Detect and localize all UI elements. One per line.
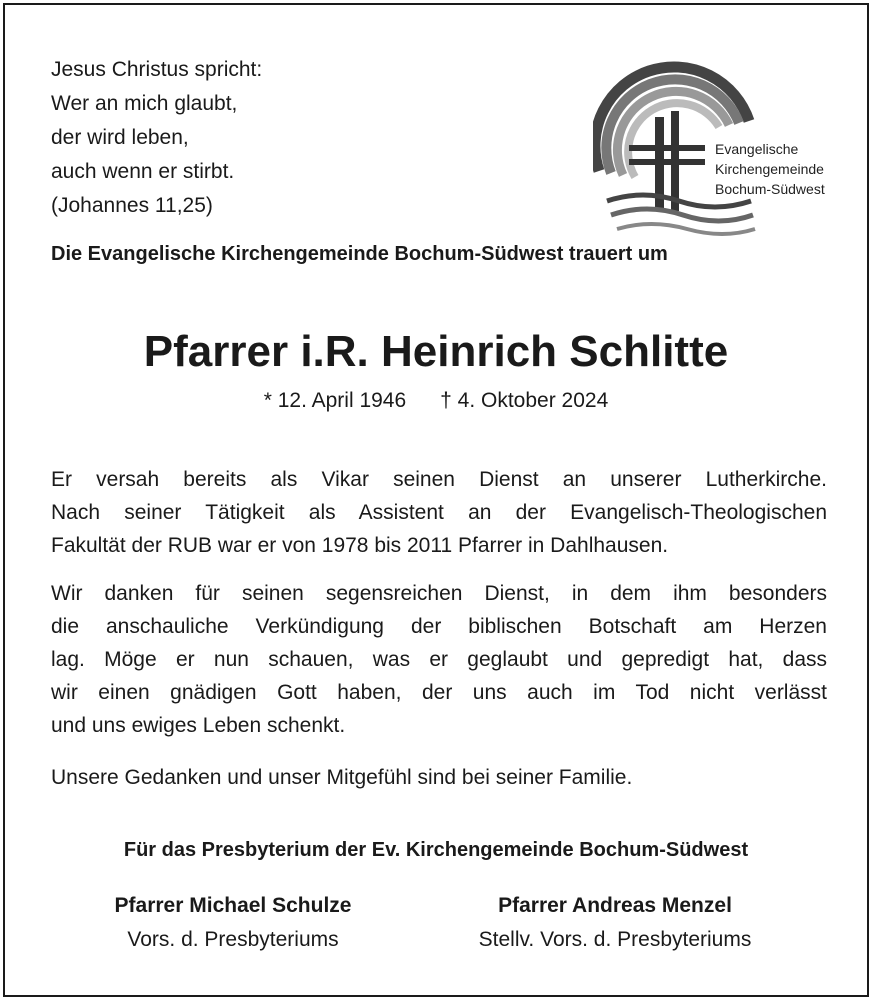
- text-line: die anschauliche Verkündigung der biblischen Botschaft am Herzen: [51, 615, 827, 638]
- signatory-chair: [43, 889, 423, 957]
- birth-date: * 12. April 1946: [263, 389, 407, 412]
- signatory-role: Vors. d. Presbyteriums: [127, 928, 339, 951]
- text-line: Er versah bereits als Vikar seinen Dienst an unserer Lutherkirche.: [51, 468, 827, 491]
- signatory-role: Stellv. Vors. d. Presbyteriums: [478, 928, 752, 951]
- verse-line: auch wenn er stirbt.: [51, 160, 235, 183]
- obituary-notice: [3, 3, 869, 997]
- death-date: † 4. Oktober 2024: [440, 389, 609, 412]
- logo-line: Bochum-Südwest: [715, 181, 825, 197]
- logo-line: Evangelische: [715, 141, 799, 157]
- verse-reference: (Johannes 11,25): [51, 194, 213, 217]
- signatory-vice-chair: [425, 889, 805, 957]
- mourning-intro: Die Evangelische Kirchengemeinde Bochum-Südwest trauert um: [51, 243, 668, 265]
- verse-line: Jesus Christus spricht:: [51, 58, 263, 81]
- paragraph-career: [51, 463, 827, 562]
- deceased-name: Pfarrer i.R. Heinrich Schlitte: [143, 327, 729, 376]
- bible-verse: [51, 53, 262, 223]
- text-line: und uns ewiges Leben schenkt.: [51, 714, 346, 737]
- logo-line: Kirchengemeinde: [715, 161, 824, 177]
- text-line: Wir danken für seinen segensreichen Dienst, in dem ihm besonders: [51, 582, 827, 605]
- presbyterium-heading: Für das Presbyterium der Ev. Kirchengemeinde Bochum-Südwest: [123, 839, 749, 861]
- signatory-name: Pfarrer Michael Schulze: [114, 894, 352, 917]
- life-dates: [5, 389, 867, 413]
- paragraph-condolence: [51, 761, 827, 794]
- text-line: Fakultät der RUB war er von 1978 bis 2011 Pfarrer in Dahlhausen.: [51, 534, 669, 557]
- verse-line: Wer an mich glaubt,: [51, 92, 238, 115]
- text-line: Unsere Gedanken und unser Mitgefühl sind bei seiner Familie.: [51, 766, 633, 789]
- text-line: Nach seiner Tätigkeit als Assistent an der Evangelisch-Theologischen: [51, 501, 827, 524]
- text-line: wir einen gnädigen Gott haben, der uns auch im Tod nicht verlässt: [51, 681, 827, 704]
- paragraph-gratitude: [51, 577, 827, 742]
- signatory-name: Pfarrer Andreas Menzel: [498, 894, 732, 917]
- church-logo: [593, 41, 843, 241]
- text-line: lag. Möge er nun schauen, was er geglaubt und gepredigt hat, dass: [51, 648, 827, 671]
- logo-wordmark: [715, 139, 825, 199]
- verse-line: der wird leben,: [51, 126, 189, 149]
